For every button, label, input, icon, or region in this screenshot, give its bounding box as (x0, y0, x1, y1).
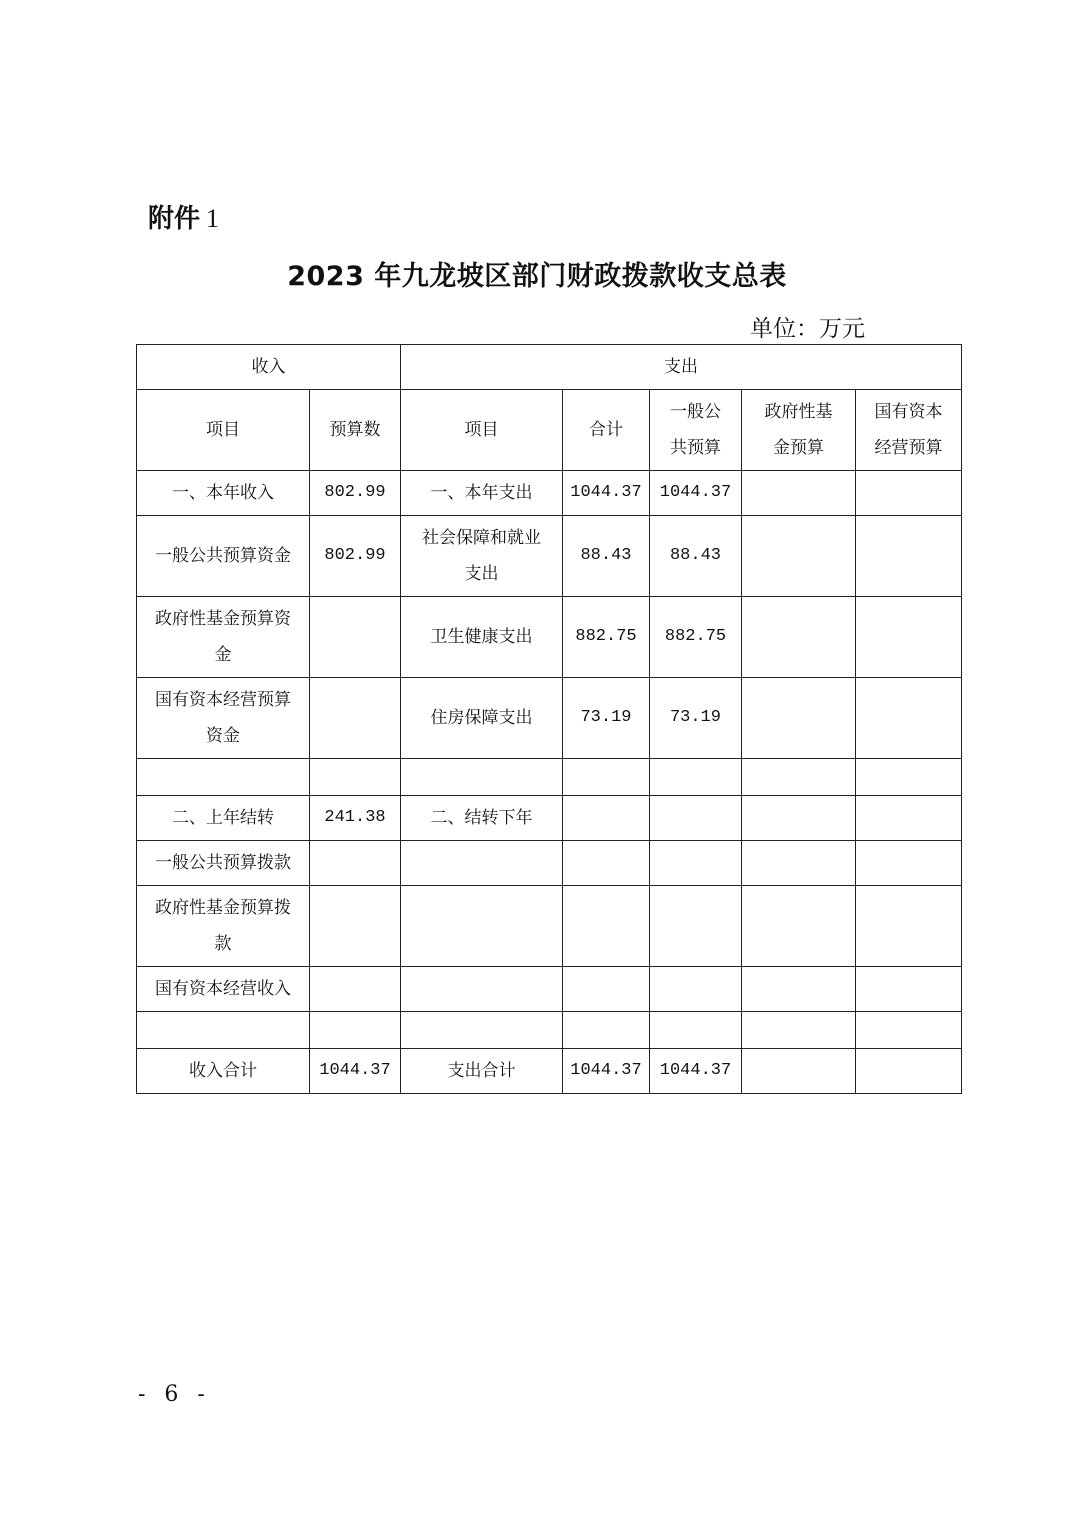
table-row (137, 597, 962, 678)
cell-expense-item: 支出合计 (401, 1049, 563, 1094)
cell-state-capital (856, 967, 962, 1012)
cell-income-item: 二、上年结转 (137, 796, 310, 841)
attachment-label (148, 198, 219, 235)
table-row (137, 886, 962, 967)
cell-state-capital (856, 886, 962, 967)
cell-expense-item (401, 759, 563, 796)
cell-income-budget: 241.38 (310, 796, 401, 841)
cell-expense-item (401, 886, 563, 967)
cell-state-capital (856, 796, 962, 841)
cell-state-capital (856, 1049, 962, 1094)
cell-total: 882.75 (563, 597, 650, 678)
cell-general-public: 1044.37 (650, 471, 742, 516)
cell-gov-fund (742, 597, 856, 678)
cell-income-item: 收入合计 (137, 1049, 310, 1094)
cell-income-item: 国有资本经营收入 (137, 967, 310, 1012)
cell-gov-fund (742, 1049, 856, 1094)
cell-state-capital (856, 471, 962, 516)
cell-general-public (650, 1012, 742, 1049)
table-row (137, 796, 962, 841)
cell-expense-item: 一、本年支出 (401, 471, 563, 516)
cell-total: 88.43 (563, 516, 650, 597)
cell-income-item: 一般公共预算拨款 (137, 841, 310, 886)
unit-label: 单位：万元 (750, 316, 865, 342)
cell-income-budget: 802.99 (310, 471, 401, 516)
cell-gov-fund (742, 796, 856, 841)
table-row (137, 1012, 962, 1049)
expense-header: 支出 (401, 345, 962, 390)
cell-expense-item: 卫生健康支出 (401, 597, 563, 678)
cell-general-public (650, 796, 742, 841)
cell-expense-item (401, 967, 563, 1012)
income-header: 收入 (137, 345, 401, 390)
cell-state-capital (856, 1012, 962, 1049)
table-row (137, 967, 962, 1012)
cell-state-capital (856, 678, 962, 759)
cell-general-public: 882.75 (650, 597, 742, 678)
col-income-item: 项目 (137, 390, 310, 471)
cell-income-budget (310, 841, 401, 886)
page-number: - 6 - (138, 1382, 211, 1407)
cell-gov-fund (742, 471, 856, 516)
cell-gov-fund (742, 759, 856, 796)
cell-income-budget (310, 1012, 401, 1049)
cell-income-item: 国有资本经营预算 资金 (137, 678, 310, 759)
cell-total: 73.19 (563, 678, 650, 759)
table-row (137, 516, 962, 597)
cell-total (563, 759, 650, 796)
cell-state-capital (856, 597, 962, 678)
cell-income-item: 政府性基金预算资 金 (137, 597, 310, 678)
cell-gov-fund (742, 516, 856, 597)
cell-total (563, 967, 650, 1012)
col-income-budget: 预算数 (310, 390, 401, 471)
page-title: 2023 年九龙坡区部门财政拨款收支总表 (287, 261, 787, 292)
cell-general-public (650, 886, 742, 967)
cell-income-budget (310, 678, 401, 759)
cell-income-item (137, 759, 310, 796)
cell-total: 1044.37 (563, 1049, 650, 1094)
cell-state-capital (856, 516, 962, 597)
cell-income-budget (310, 886, 401, 967)
cell-gov-fund (742, 1012, 856, 1049)
section-header-row (137, 345, 962, 390)
cell-total (563, 796, 650, 841)
cell-state-capital (856, 841, 962, 886)
cell-income-item (137, 1012, 310, 1049)
cell-general-public: 1044.37 (650, 1049, 742, 1094)
table-row (137, 471, 962, 516)
cell-income-budget: 1044.37 (310, 1049, 401, 1094)
cell-total (563, 841, 650, 886)
budget-table (136, 344, 962, 1094)
col-general-public: 一般公 共预算 (650, 390, 742, 471)
cell-gov-fund (742, 678, 856, 759)
cell-general-public (650, 759, 742, 796)
cell-total (563, 1012, 650, 1049)
cell-general-public (650, 841, 742, 886)
cell-gov-fund (742, 967, 856, 1012)
cell-total: 1044.37 (563, 471, 650, 516)
table-row (137, 1049, 962, 1094)
cell-expense-item: 社会保障和就业 支出 (401, 516, 563, 597)
table-row (137, 759, 962, 796)
table-row (137, 678, 962, 759)
cell-income-item: 一般公共预算资金 (137, 516, 310, 597)
cell-expense-item (401, 841, 563, 886)
cell-expense-item (401, 1012, 563, 1049)
col-total: 合计 (563, 390, 650, 471)
cell-total (563, 886, 650, 967)
cell-state-capital (856, 759, 962, 796)
attachment-number: 1 (206, 204, 220, 233)
col-gov-fund: 政府性基 金预算 (742, 390, 856, 471)
cell-income-budget (310, 597, 401, 678)
cell-income-item: 政府性基金预算拨 款 (137, 886, 310, 967)
table-row (137, 841, 962, 886)
column-header-row (137, 390, 962, 471)
cell-general-public (650, 967, 742, 1012)
cell-gov-fund (742, 841, 856, 886)
cell-income-budget (310, 759, 401, 796)
cell-general-public: 73.19 (650, 678, 742, 759)
cell-income-budget (310, 967, 401, 1012)
col-state-capital: 国有资本 经营预算 (856, 390, 962, 471)
cell-gov-fund (742, 886, 856, 967)
cell-expense-item: 二、结转下年 (401, 796, 563, 841)
cell-income-item: 一、本年收入 (137, 471, 310, 516)
attachment-text: 附件 (148, 204, 201, 234)
col-expense-item: 项目 (401, 390, 563, 471)
cell-general-public: 88.43 (650, 516, 742, 597)
cell-expense-item: 住房保障支出 (401, 678, 563, 759)
cell-income-budget: 802.99 (310, 516, 401, 597)
